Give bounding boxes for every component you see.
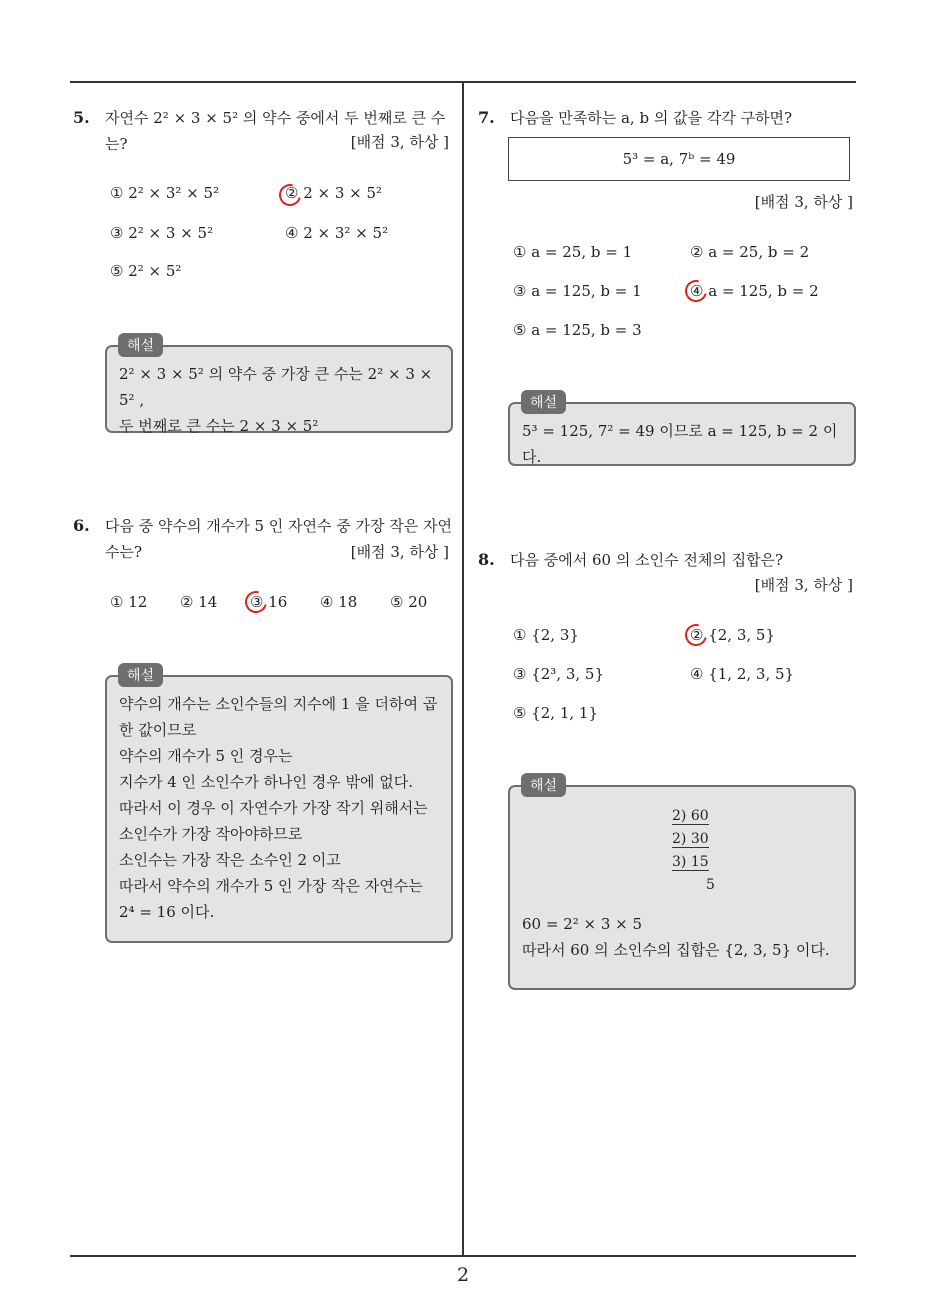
q6-sol-line: 2⁴ = 16 이다.	[119, 903, 215, 921]
q7-option-1[interactable]: ① a = 25, b = 1	[513, 243, 633, 261]
q8-sol-line: 따라서 60 의 소인수의 집합은 {2, 3, 5} 이다.	[522, 941, 830, 959]
q7-sol-line: 5³ = 125, 7² = 49 이므로 a = 125, b = 2 이다.	[522, 422, 838, 466]
q6-sol-line: 소인수는 가장 작은 소수인 2 이고	[119, 851, 341, 869]
q7-question: 다음을 만족하는 a, b 의 값을 각각 구하면?	[510, 109, 793, 127]
q5-option-5[interactable]: ⑤ 2² × 5²	[110, 262, 182, 280]
q7-number: 7.	[478, 108, 495, 127]
q8-option-3[interactable]: ③ {2³, 3, 5}	[513, 665, 605, 683]
q6-sol-line: 약수의 개수가 5 인 경우는	[119, 747, 293, 765]
q6-option-1[interactable]: ① 12	[110, 593, 148, 611]
q7-option-2[interactable]: ② a = 25, b = 2	[690, 243, 810, 261]
q5-option-2[interactable]: ② 2 × 3 × 5²	[285, 184, 383, 202]
q6-solution-box	[105, 675, 453, 943]
q5-number: 5.	[73, 108, 90, 127]
q6-question-line2: 수는?	[105, 543, 143, 561]
q6-question-line1: 다음 중 약수의 개수가 5 인 자연수 중 가장 작은 자연	[105, 517, 453, 535]
q8-solution-tab: 해설	[521, 773, 566, 797]
q8-solution-box	[508, 785, 856, 990]
q6-sol-line: 따라서 약수의 개수가 5 인 가장 작은 자연수는	[119, 877, 423, 895]
q7-option-5[interactable]: ⑤ a = 125, b = 3	[513, 321, 642, 339]
q8-option-1[interactable]: ① {2, 3}	[513, 626, 579, 644]
q5-sol-line: 두 번째로 큰 수는 2 × 3 × 5²	[119, 417, 319, 435]
q6-option-5[interactable]: ⑤ 20	[390, 593, 428, 611]
q5-option-1[interactable]: ① 2² × 3² × 5²	[110, 184, 220, 202]
column-divider	[462, 83, 464, 1255]
q7-answer-mark	[681, 276, 711, 306]
q5-score: [배점 3, 하상 ]	[350, 133, 449, 151]
q6-sol-line: 소인수가 가장 작아야하므로	[119, 825, 303, 843]
q7-score: [배점 3, 하상 ]	[754, 193, 853, 211]
q5-option-4[interactable]: ④ 2 × 3² × 5²	[285, 224, 389, 242]
q8-option-4[interactable]: ④ {1, 2, 3, 5}	[690, 665, 795, 683]
q6-sol-line: 한 값이므로	[119, 721, 197, 739]
q6-answer-mark	[241, 587, 271, 617]
q5-question: 자연수 2² × 3 × 5² 의 약수 중에서 두 번째로 큰 수는?	[105, 109, 446, 153]
q5-solution-box	[105, 345, 453, 433]
q8-number: 8.	[478, 550, 495, 569]
q6-score: [배점 3, 하상 ]	[350, 543, 449, 561]
q7-option-3[interactable]: ③ a = 125, b = 1	[513, 282, 642, 300]
division-result: 5	[706, 877, 715, 893]
q6-sol-line: 따라서 이 경우 이 자연수가 가장 작기 위해서는	[119, 799, 428, 817]
q8-option-5[interactable]: ⑤ {2, 1, 1}	[513, 704, 599, 722]
bottom-rule	[70, 1255, 856, 1257]
q7-condition-box: 5³ = a, 7ᵇ = 49	[508, 137, 850, 181]
q6-option-3[interactable]: ③ 16	[250, 593, 288, 611]
q8-option-2[interactable]: ② {2, 3, 5}	[690, 626, 776, 644]
q6-option-4[interactable]: ④ 18	[320, 593, 358, 611]
page-number: 2	[456, 1264, 470, 1286]
q7-option-4[interactable]: ④ a = 125, b = 2	[690, 282, 819, 300]
q6-sol-line: 지수가 4 인 소인수가 하나인 경우 밖에 없다.	[119, 773, 414, 791]
q8-answer-mark	[681, 620, 711, 650]
division-step: 2) 60	[672, 808, 709, 824]
q8-score: [배점 3, 하상 ]	[754, 576, 853, 594]
q7-solution-tab: 해설	[521, 390, 566, 414]
q8-sol-line: 60 = 2² × 3 × 5	[522, 915, 643, 933]
q5-option-3[interactable]: ③ 2² × 3 × 5²	[110, 224, 214, 242]
q6-option-2[interactable]: ② 14	[180, 593, 218, 611]
q8-prime-division	[672, 805, 842, 897]
q5-solution-tab: 해설	[118, 333, 163, 357]
q8-question: 다음 중에서 60 의 소인수 전체의 집합은?	[510, 551, 784, 569]
division-step: 3) 15	[672, 854, 709, 870]
q6-sol-line: 약수의 개수는 소인수들의 지수에 1 을 더하여 곱	[119, 695, 438, 713]
q6-solution-tab: 해설	[118, 663, 163, 687]
q6-number: 6.	[73, 516, 90, 535]
division-step: 2) 30	[672, 831, 709, 847]
q5-sol-line: 2² × 3 × 5² 의 약수 중 가장 큰 수는 2² × 3 × 5² ,	[119, 365, 433, 409]
